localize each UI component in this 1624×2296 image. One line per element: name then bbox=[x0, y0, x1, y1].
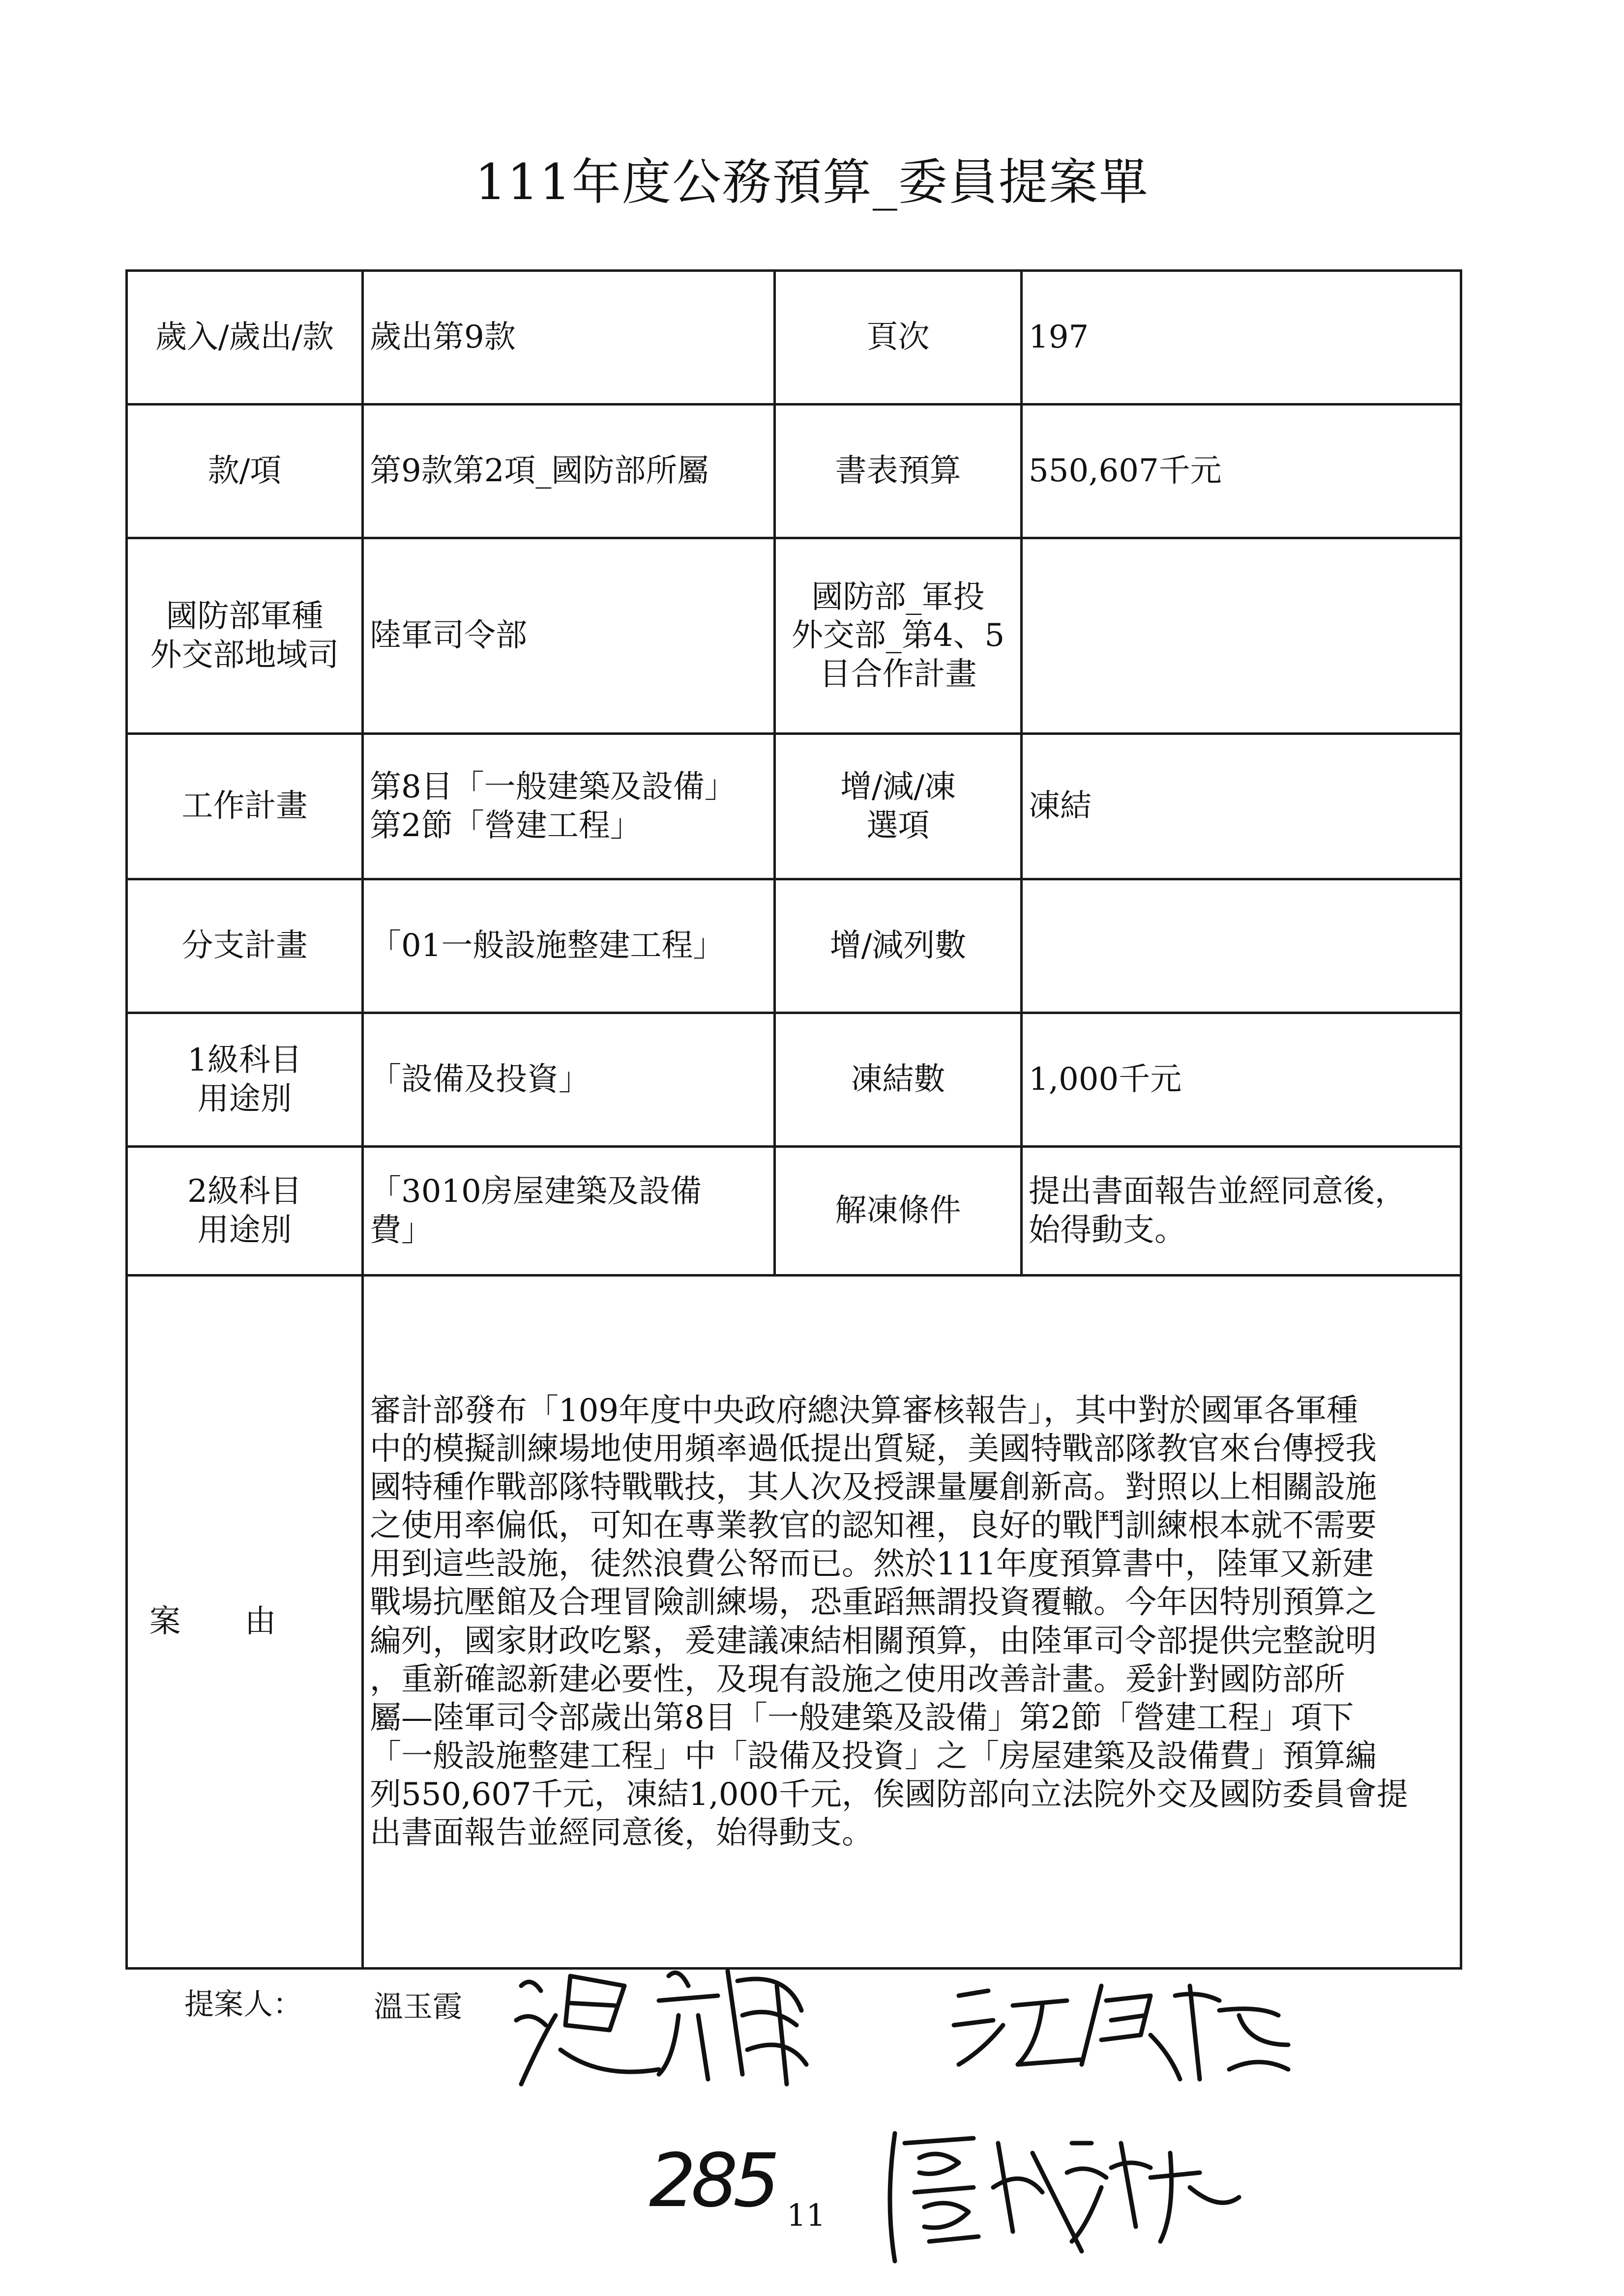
form-row-unit bbox=[127, 538, 1461, 734]
reason-line: 出書面報告並經同意後，始得動支。 bbox=[370, 1814, 873, 1851]
reason-line: 「一般設施整建工程」中「設備及投資」之「房屋建築及設備費」預算編 bbox=[370, 1738, 1377, 1774]
label-unfreeze-condition: 解凍條件 bbox=[775, 1147, 1022, 1276]
label-page: 頁次 bbox=[775, 271, 1022, 405]
value-work-plan bbox=[363, 734, 775, 879]
form-row-level2 bbox=[127, 1147, 1461, 1276]
reason-line: 國特種作戰部隊特戰戰技，其人次及授課量屢創新高。對照以上相關設施 bbox=[370, 1469, 1377, 1506]
reason-text bbox=[363, 1276, 1461, 1969]
value-section: 第9款第2項_國防部所屬 bbox=[363, 405, 775, 538]
label-program bbox=[775, 538, 1022, 734]
page-title: 111年度公務預算_委員提案單 bbox=[475, 153, 1149, 211]
value-level2-line-2: 費」 bbox=[370, 1212, 433, 1249]
label-level1 bbox=[127, 1013, 363, 1147]
reason-line: 用到這些設施，徒然浪費公帑而已。然於111年度預算書中，陸軍又新建 bbox=[370, 1546, 1374, 1583]
form-row-category bbox=[127, 271, 1461, 405]
form-row-level1 bbox=[127, 1013, 1461, 1147]
value-page: 197 bbox=[1022, 271, 1461, 405]
value-budget: 550,607千元 bbox=[1022, 405, 1461, 538]
value-level1: 「設備及投資」 bbox=[363, 1013, 775, 1147]
label-program-line-1: 國防部_軍投 bbox=[811, 579, 985, 616]
label-branch-plan: 分支計畫 bbox=[127, 879, 363, 1013]
value-unfreeze-line-2: 始得動支。 bbox=[1029, 1212, 1186, 1249]
reason-line: 戰場抗壓館及合理冒險訓練場，恐重蹈無謂投資覆轍。今年因特別預算之 bbox=[370, 1584, 1377, 1621]
value-option: 凍結 bbox=[1022, 734, 1461, 879]
page-number: 285 bbox=[649, 2138, 775, 2224]
value-program bbox=[1022, 538, 1461, 734]
label-option bbox=[775, 734, 1022, 879]
label-option-line-2: 選項 bbox=[866, 807, 930, 844]
page-sub-number: 11 bbox=[787, 2197, 826, 2233]
reason-line: 列550,607千元，凍結1,000千元，俟國防部向立法院外交及國防委員會提 bbox=[370, 1776, 1408, 1813]
reason-line: 審計部發布「109年度中央政府總決算審核報告」，其中對於國軍各軍種 bbox=[370, 1393, 1358, 1429]
value-work-plan-line-2: 第2節「營建工程」 bbox=[370, 807, 642, 844]
reason-line: ，重新確認新建必要性，及現有設施之使用改善計畫。爰針對國防部所 bbox=[370, 1661, 1345, 1698]
label-work-plan: 工作計畫 bbox=[127, 734, 363, 879]
reason-line: 中的模擬訓練場地使用頻率過低提出質疑，美國特戰部隊教官來台傳授我 bbox=[370, 1431, 1377, 1468]
label-level2-line-1: 2級科目 bbox=[187, 1173, 302, 1210]
label-unit bbox=[127, 538, 363, 734]
value-level2 bbox=[363, 1147, 775, 1276]
label-program-line-2: 外交部_第4、5 bbox=[791, 617, 1005, 654]
value-unit: 陸軍司令部 bbox=[363, 538, 775, 734]
handwritten-signature-2 bbox=[944, 1966, 1298, 2094]
label-section: 款/項 bbox=[127, 405, 363, 538]
form-row-branch-plan bbox=[127, 879, 1461, 1013]
label-unit-line-1: 國防部軍種 bbox=[166, 598, 324, 635]
label-level1-line-2: 用途別 bbox=[197, 1080, 292, 1117]
value-category: 歲出第9款 bbox=[363, 271, 775, 405]
form-row-reason bbox=[127, 1276, 1461, 1969]
handwritten-signature-1 bbox=[511, 1956, 826, 2104]
label-freeze-amount: 凍結數 bbox=[775, 1013, 1022, 1147]
value-unfreeze-line-1: 提出書面報告並經同意後， bbox=[1029, 1173, 1406, 1210]
label-reason bbox=[127, 1276, 363, 1969]
reason-line: 之使用率偏低，可知在專業教官的認知裡，良好的戰鬥訓練根本就不需要 bbox=[370, 1508, 1377, 1544]
label-level2-line-2: 用途別 bbox=[197, 1212, 292, 1249]
reason-line: 屬—陸軍司令部歲出第8目「一般建築及設備」第2節「營建工程」項下 bbox=[370, 1699, 1354, 1736]
proposal-form-table bbox=[125, 269, 1462, 1970]
proposer-label: 提案人： bbox=[184, 1987, 302, 2022]
reason-label: 案由 bbox=[149, 1603, 340, 1640]
label-budget: 書表預算 bbox=[775, 405, 1022, 538]
value-branch-plan: 「01一般設施整建工程」 bbox=[363, 879, 775, 1013]
label-unit-line-2: 外交部地域司 bbox=[150, 637, 339, 673]
label-category: 歲入/歲出/款 bbox=[127, 271, 363, 405]
label-adjust-amount: 增/減列數 bbox=[775, 879, 1022, 1013]
label-level2 bbox=[127, 1147, 363, 1276]
handwritten-signature-3 bbox=[875, 2114, 1259, 2281]
value-unfreeze-condition bbox=[1022, 1147, 1461, 1276]
proposer-name: 溫玉霞 bbox=[374, 1990, 462, 2024]
value-work-plan-line-1: 第8目「一般建築及設備」 bbox=[370, 769, 736, 806]
form-row-section bbox=[127, 405, 1461, 538]
label-option-line-1: 增/減/凍 bbox=[840, 769, 956, 806]
label-program-line-3: 目合作計畫 bbox=[819, 656, 977, 693]
label-level1-line-1: 1級科目 bbox=[187, 1042, 302, 1079]
value-level2-line-1: 「3010房屋建築及設備 bbox=[370, 1173, 702, 1210]
value-freeze-amount: 1,000千元 bbox=[1022, 1013, 1461, 1147]
value-adjust-amount bbox=[1022, 879, 1461, 1013]
reason-line: 編列，國家財政吃緊，爰建議凍結相關預算，由陸軍司令部提供完整說明 bbox=[370, 1623, 1377, 1659]
form-row-work-plan bbox=[127, 734, 1461, 879]
